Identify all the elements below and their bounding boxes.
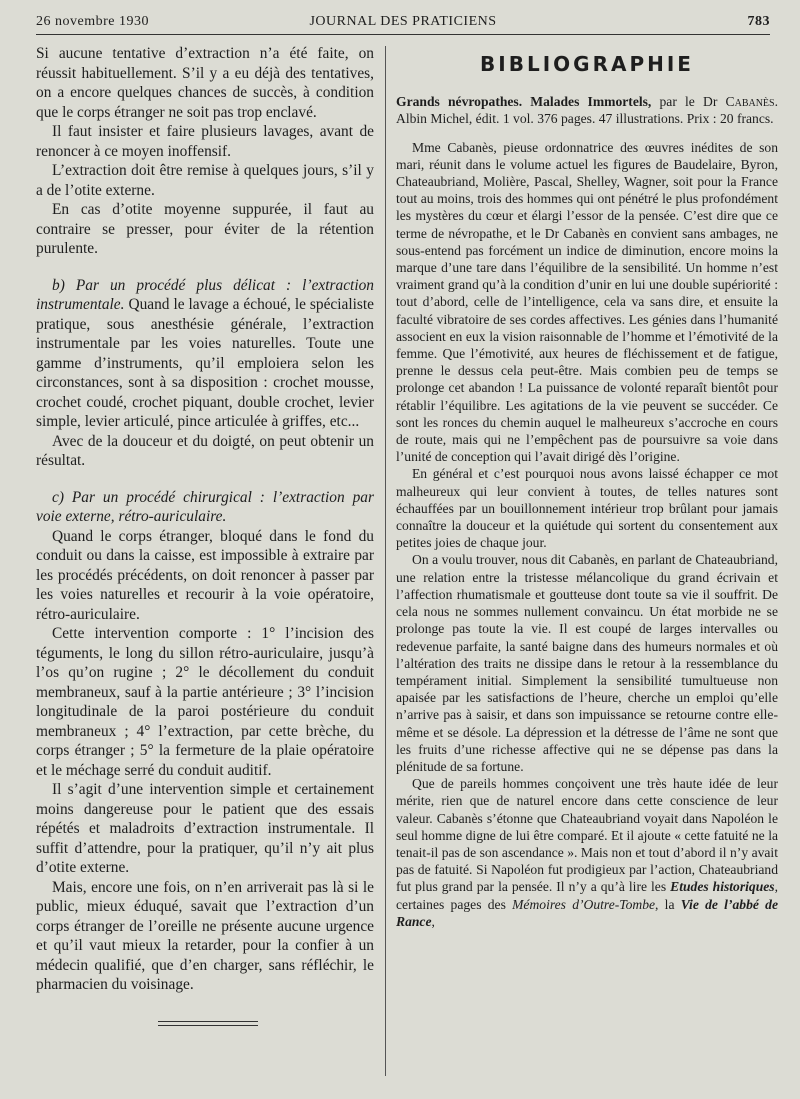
left-column: [36, 44, 374, 995]
section-b: [36, 276, 374, 432]
paragraph-text: , la: [655, 896, 681, 912]
paragraph: Mme Cabanès, pieuse ordonnatrice des œuvres inédites de son mari, réunit dans le volume actuel les figures de Baudelaire, Byron, Chateaubriand, Molière, Pascal, Shelley, Wagner, soit pour la France tout au moins, trois des hommes qui ont pénétré le plus profondément les mystères du cœur et élargi l’essor de la pensée. C’est dire que ce terme de névropathe, et le Dr Cabanès en convient sans ambages, ne sous-entend pas forcément un indice de diminution, encore moins la marque d’une tare dans l’équilibre de la sensibilité. Un homme n’est vraiment grand qu’à la condition d’unir en lui une double supériorité : tout d’abord, celle de l’intelligence, cela va sans dire, et ensuite la faculté vibratoire de ses cordes affectives. Les génies dans l’humanité associent en eux la vision raisonnable de l’homme et l’émotivité de la femme. Que l’émotivité, aux heures de fléchissement et de fatigue, prenne le dessus cela peut-être. Mais combien peu de temps se prolonge cet abandon ! La puissance de volonté reparaît bientôt pour rétablir l’équilibre. Les agitations de la vie peuvent se succéder. Ce sont les ronces du chemin auquel le malheureux s’accroche en cours de route, mais qui ne l’empêchent pas de poursuivre sa voie dans l’unité de conception qui l’avait dirigé dès l’origine.: [396, 139, 778, 465]
paragraph: On a voulu trouver, nous dit Cabanès, en parlant de Chateaubriand, une relation entre la tristesse mélancolique du grand écrivain et l’affection rhumatismale et goutteuse dont toute sa vie il souffrit. De cela nous ne sommes nullement convaincu. Un état morbide ne se prolonge pas toute la vie. Il est coupé de larges intervalles ou redevenue parfaite, la santé baigne dans des humeurs normales et où l’altération des traits ne dissipe dans le retour à la ressemblance du tempérament initial. Simplement la sensibilité tumultueuse non apaisée par les satisfactions de l’heure, cherche un emploi qu’elle n’arrive pas à saisir, et dans son impuissance se retourne contre elle-même et se désole. La dépression et la détresse de l’âme ne sont que les fruits d’une richesse affective qui ne se dépense pas dans la plénitude de sa fortune.: [396, 552, 778, 774]
header-date: 26 novembre 1930: [36, 14, 149, 29]
paragraph: Il s’agit d’une intervention simple et certainement moins dangereuse pour le patient que des essais répétés et maladroits d’extraction instrumentale. Il suffit d’attendre, pour la pratiquer, qu’il n’y ait plus d’otite externe.: [36, 781, 374, 876]
header-rule: [36, 34, 770, 35]
paragraph: Si aucune tentative d’extraction n’a été faite, on réussit habituellement. S’il y a eu déjà des tentatives, on a encore quelques chances de succès, à condition que le corps étranger ne soit pas trop enclavé.: [36, 45, 374, 121]
column-divider: [385, 46, 386, 1076]
paragraph: Quand le corps étranger, bloqué dans le fond du conduit ou dans la caisse, est impossible à extraire par les procédés précédents, on doit renoncer à passer par les voies naturelles et recourir à la voie opératoire, rétro-auriculaire.: [36, 527, 374, 623]
header-journal-title: JOURNAL DES PRATICIENS: [309, 14, 497, 29]
bibliography-title: BIBLIOGRAPHIE: [480, 52, 694, 76]
section-b-heading: b) Par un procédé plus délicat : l’extraction instrumentale.: [36, 276, 374, 313]
paragraph-text: Que de pareils hommes conçoivent une très haute idée de leur mérite, rien que de naturel encore dans cette conscience de leur valeur. Cabanès s’étonne que Chateaubriand voyait dans Napoléon le seul homme digne de lui être comparé. Et il ajoute « cette fatuité ne la tenait-il pas de son ascendance ». Mais non et tout d’abord il n’y avait pas de fatuité. Si Napoléon fut prodigieux par l’action, Chateaubriand fut plus grand par la pensée. Il n’y a qu’à lire les: [396, 776, 778, 895]
book-reference: [396, 93, 778, 127]
paragraph: En cas d’otite moyenne suppurée, il faut au contraire se presser, pour éviter de la rétention purulente.: [36, 201, 374, 257]
paragraph: En général et c’est pourquoi nous avons laissé échapper ce mot malheureux qui leur convient à toutes, de telles natures sont échauffées par un bouillonnement intérieur trop brûlant pour jamais connaître la douceur et la quiétude qui sortent du consentement aux petites joies de chaque jour.: [396, 466, 778, 551]
book-title: Grands névropathes. Malades Immortels,: [396, 94, 652, 110]
paragraph: [396, 775, 778, 930]
header-page-number: 783: [747, 14, 770, 29]
section-b-text: Quand le lavage a échoué, le spécialiste pratique, sous anesthésie générale, l’extraction instrumentale par les voies naturelles. Toute une gamme d’instruments, qu’il emploiera selon les circonstances, sont à sa disposition : crochet mousse, crochet coudé, crochet piquant, double crochet, levier simple, levier articulé, pince articulée à griffes, etc...: [36, 296, 374, 430]
work-title: Mémoires d’Outre-Tombe: [512, 896, 656, 912]
paragraph: Mais, encore une fois, on n’en arriverait pas là si le public, mieux éduqué, savait que l’extraction d’un corps étranger de l’oreille ne présente aucune urgence et qu’il vaut mieux la retarder, pour la confier à un médecin qualifié, que d’en charger, sans réfléchir, le pharmacien du voisinage.: [36, 878, 374, 993]
reference-text: . Albin Michel, édit. 1 vol. 376 pages. 47 illustrations. Prix : 20 francs.: [396, 94, 779, 127]
right-column: [396, 44, 778, 930]
reference-text: par le Dr: [651, 94, 726, 110]
work-title: Vie de l’abbé de Rance: [396, 896, 778, 929]
paragraph-text: ,: [431, 913, 435, 929]
paragraph: L’extraction doit être remise à quelques jours, s’il y a de l’otite externe.: [36, 162, 374, 199]
paragraph: Il faut insister et faire plusieurs lavages, avant de renoncer à ce moyen inoffensif.: [36, 123, 374, 160]
work-title: Etudes historiques: [670, 879, 775, 895]
paragraph: Cette intervention comporte : 1° l’incision des téguments, le long du sillon rétro-auriculaire, jusqu’à l’os qu’on rugine ; 2° le décollement du conduit membraneux, sauf à la partie antérieure ; 3° l’incision longitudinale de la paroi postérieure du conduit membraneux ; 4° l’extraction, par cette brèche, du corps étranger ; 5° la fermeture de la plaie opératoire et le méchage serré du conduit auditif.: [36, 625, 374, 779]
end-of-article-rule: [158, 1021, 258, 1026]
paragraph-text: , certaines pages des: [396, 879, 779, 912]
book-author: Cabanès: [725, 94, 775, 110]
section-c-heading: c) Par un procédé chirurgical : l’extraction par voie externe, rétro-auriculaire.: [36, 488, 374, 525]
paragraph: Avec de la douceur et du doigté, on peut obtenir un résultat.: [36, 432, 374, 469]
